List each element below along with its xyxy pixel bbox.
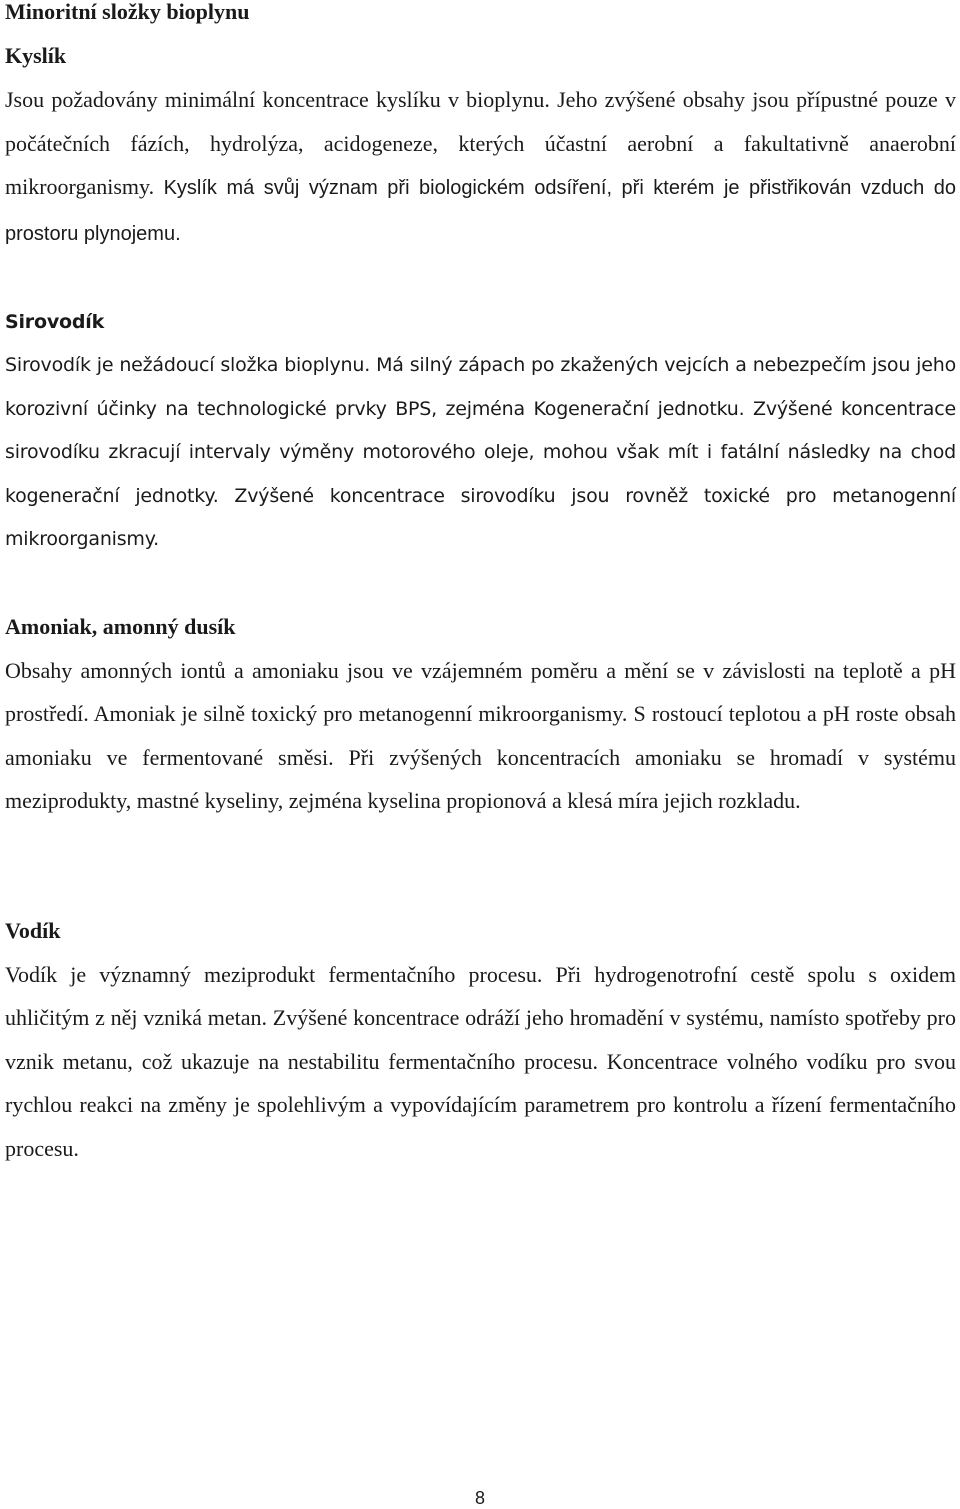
paragraph-sentence: Jsou požadovány minimální koncentrace kyslíku v bioplynu. xyxy=(5,87,558,112)
section-paragraph-vodik: Vodík je významný meziprodukt fermentačního procesu. Při hydrogenotrofní cestě spolu s oxidem uhličitým z něj vzniká metan. Zvýšené koncentrace odráží jeho hromadění v systému, namísto spotřeby pro vznik metanu, což ukazuje na nestabilitu fermentačního procesu. Koncentrace volného vodíku pro svou rychlou reakci na změny je spolehlivým a vypovídajícím parametrem pro kontrolu a řízení fermentačního procesu. xyxy=(5,961,956,1161)
section-vodik xyxy=(5,909,956,1171)
section-paragraph-kyslik xyxy=(5,78,956,256)
section-heading-amoniak: Amoniak, amonný dusík xyxy=(5,613,236,639)
section-kyslik xyxy=(5,34,956,256)
paragraph-sentence: Má silný zápach po zkažených vejcích a nebezpečím jsou jeho korozivní účinky na technologické prvky BPS, zejména Kogenerační jednotku. Zvýšené koncentrace sirovodíku zkracují intervaly výměny motorového oleje, mohou však mít i fatální následky na chod kogenerační jednotky. Zvýšené koncentrace sirovodíku jsou rovněž toxické pro metanogenní mikroorganismy. xyxy=(5,354,957,550)
section-heading-kyslik: Kyslík xyxy=(5,43,67,68)
section-amoniak xyxy=(5,605,956,823)
paragraph-sentence: Jeho zvýšené obsahy jsou přípustné pouze v počátečních fázích, hydrolýza, acidogeneze, kterých účastní aerobní a fakultativně anaerobní mikroorganismy. xyxy=(5,87,956,199)
paragraph-sentence: Kyslík má svůj význam při biologickém odsíření, při kterém je přistřikován vzduch do prostoru plynojemu. xyxy=(5,177,956,245)
section-spacer xyxy=(5,823,956,909)
document-title: Minoritní složky bioplynu xyxy=(5,0,250,24)
section-sirovodik xyxy=(5,300,956,562)
section-spacer xyxy=(5,256,956,300)
page-content xyxy=(5,0,956,1170)
section-spacer xyxy=(5,562,956,605)
section-paragraph-amoniak: Obsahy amonných iontů a amoniaku jsou ve vzájemném poměru a mění se v závislosti na teplotě a pH prostředí. Amoniak je silně toxický pro metanogenní mikroorganismy. S rostoucí teplotou a pH roste obsah amoniaku ve fermentované směsi. Při zvýšených koncentracích amoniaku se hromadí v systému meziprodukty, mastné kyseliny, zejména kyselina propionová a klesá míra jejich rozkladu. xyxy=(5,657,956,813)
paragraph-sentence: Sirovodík je nežádoucí složka bioplynu. xyxy=(5,354,377,376)
page-number: 8 xyxy=(474,1488,485,1508)
section-heading-vodik: Vodík xyxy=(5,917,61,943)
section-paragraph-sirovodik xyxy=(5,344,956,562)
section-heading-sirovodik: Sirovodík xyxy=(5,311,105,333)
